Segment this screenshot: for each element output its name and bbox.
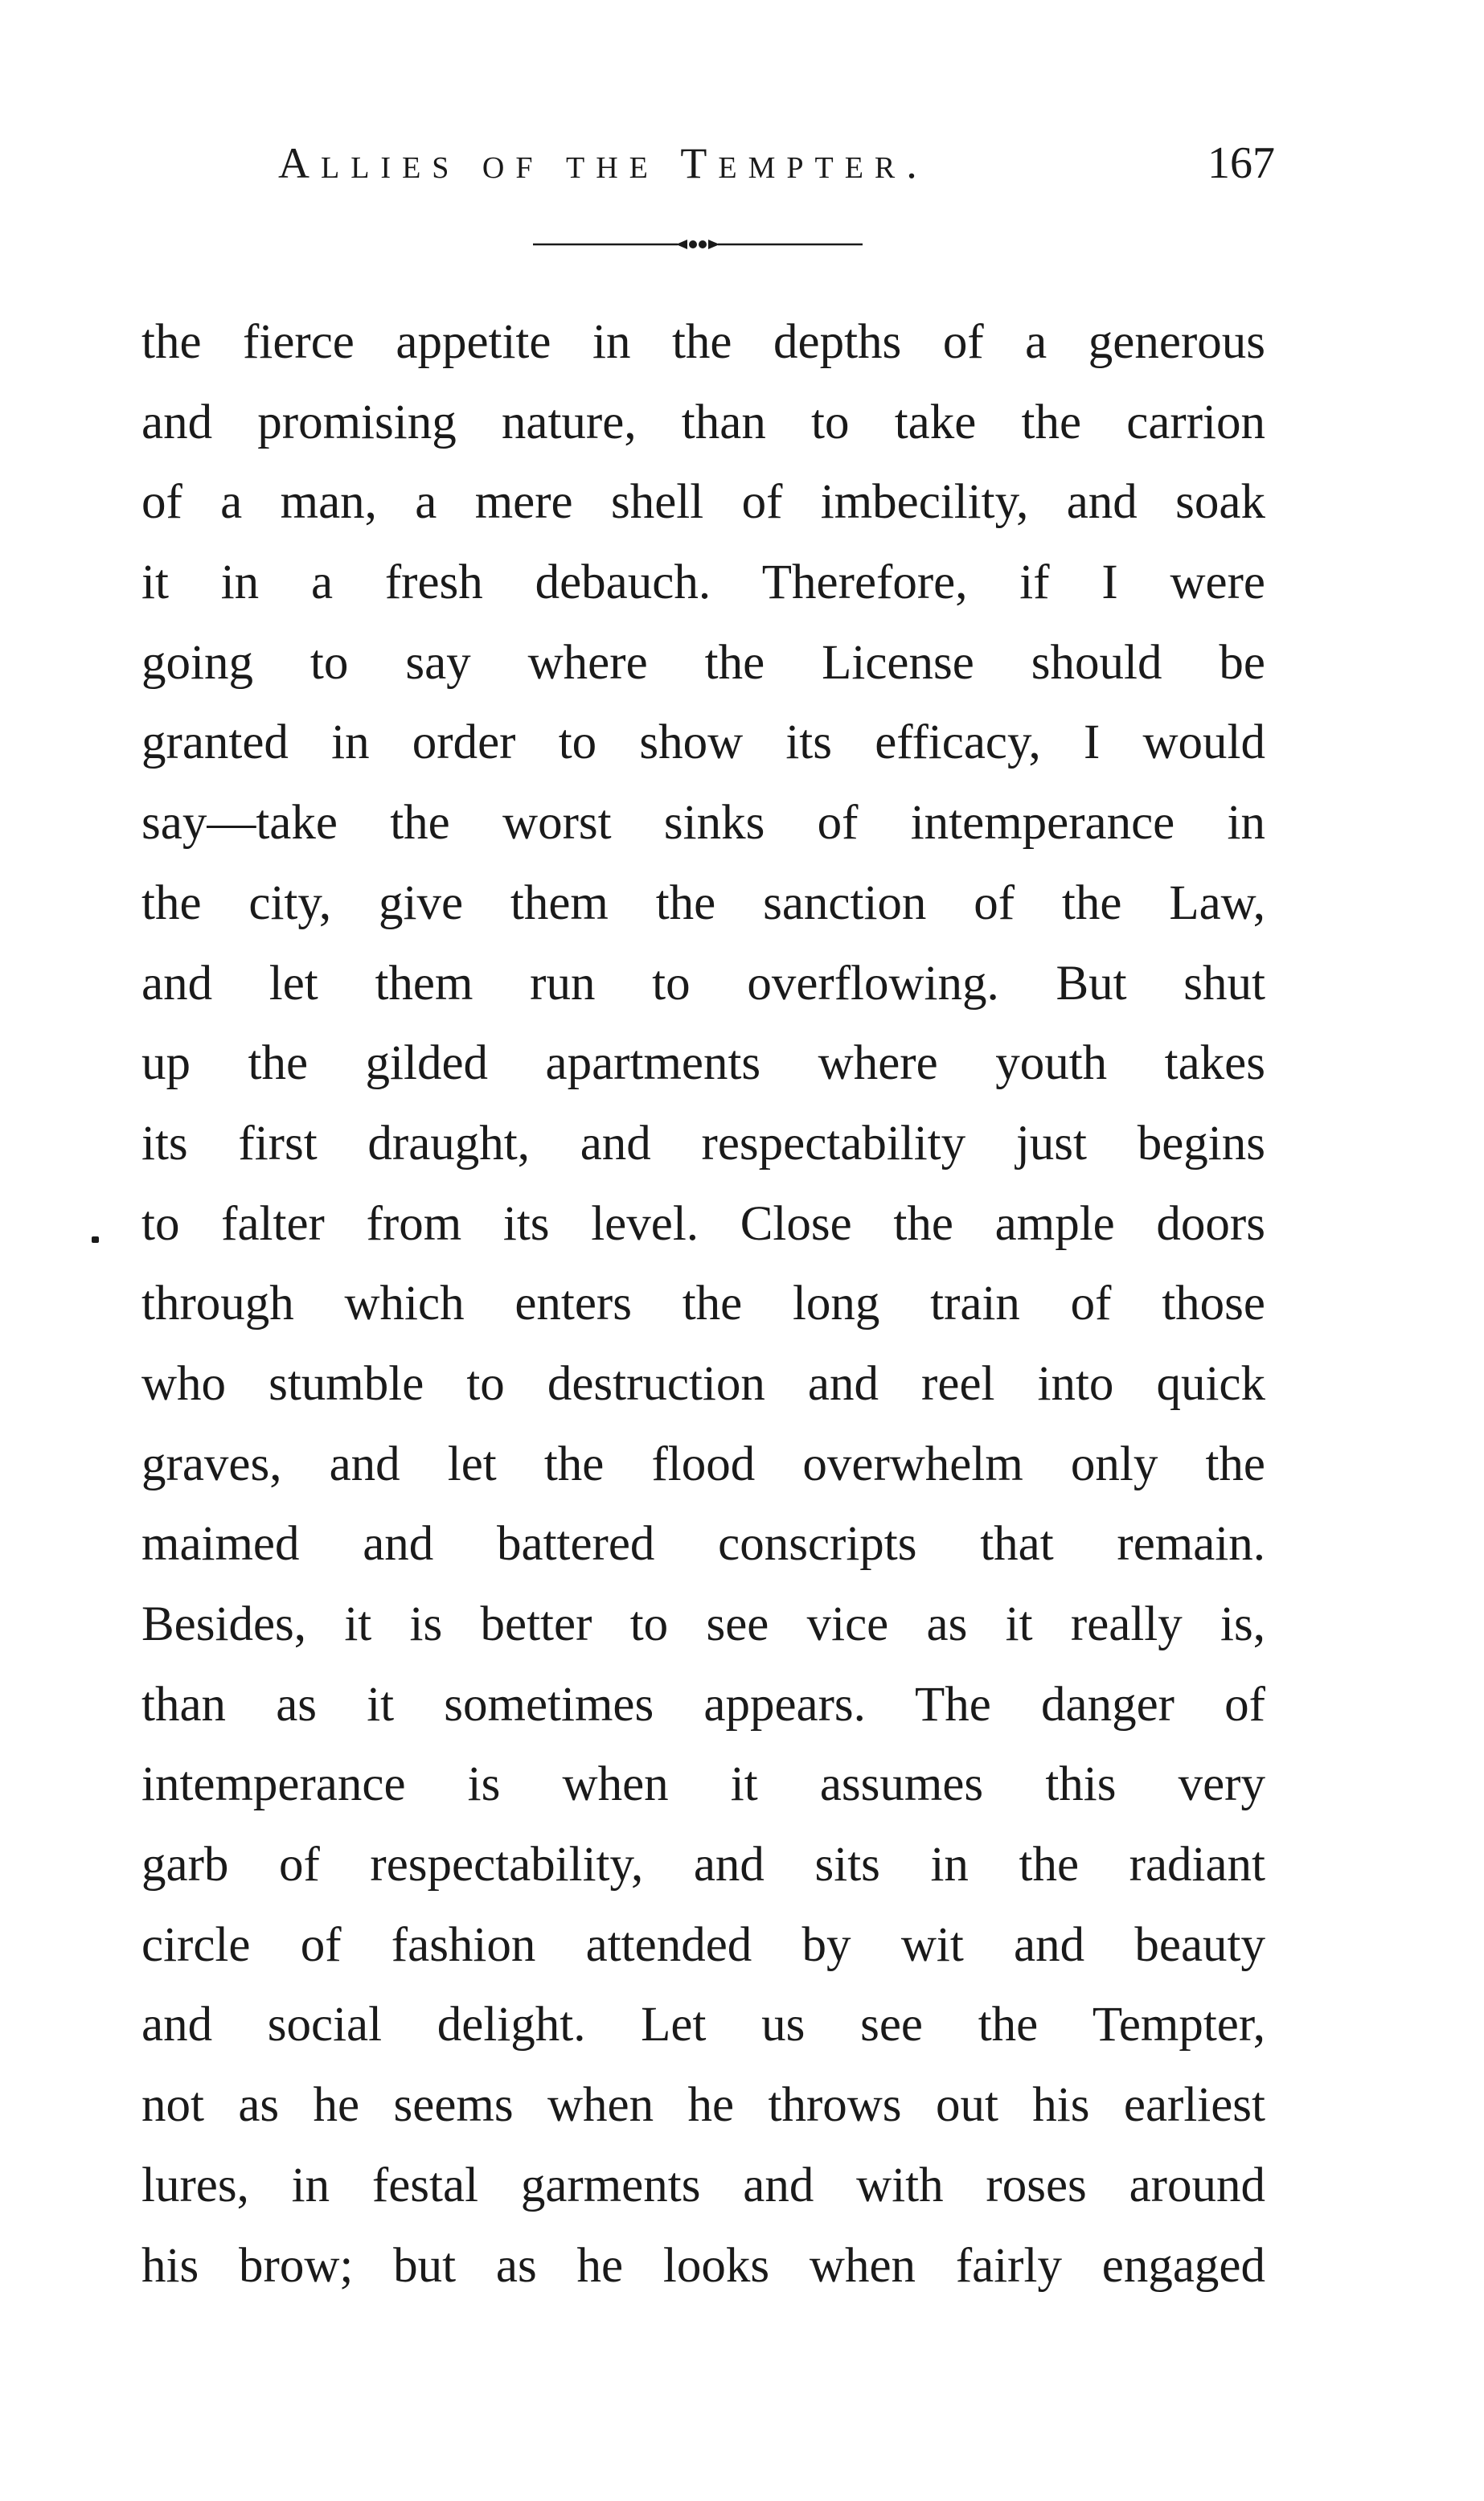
text-line: who stumble to destruction and reel into quick [141, 1356, 1265, 1411]
text-line: not as he seems when he throws out his earliest [141, 2078, 1265, 2133]
text-line: and promising nature, than to take the carrion [141, 395, 1265, 449]
running-title: Allies of the Tempter. [278, 139, 929, 187]
text-line: going to say where the License should be [141, 635, 1265, 690]
text-line: to falter from its level. Close the ample doors [141, 1196, 1265, 1251]
text-line: up the gilded apartments where youth takes [141, 1036, 1265, 1091]
text-line: his brow; but as he looks when fairly engaged [141, 2238, 1265, 2293]
header-ornament [533, 236, 863, 252]
text-line: garb of respectability, and sits in the radiant [141, 1838, 1265, 1892]
text-line: lures, in festal garments and with roses around [141, 2158, 1265, 2212]
text-line: say—take the worst sinks of intemperance in [141, 796, 1265, 851]
text-line: its first draught, and respectability just begins [141, 1116, 1265, 1171]
text-line: intemperance is when it assumes this very [141, 1757, 1265, 1812]
page-number: 167 [1207, 138, 1275, 188]
text-line: through which enters the long train of those [141, 1277, 1265, 1331]
text-line: of a man, a mere shell of imbecility, and soak [141, 475, 1265, 530]
text-line: than as it sometimes appears. The danger of [141, 1677, 1265, 1732]
text-line: and social delight. Let us see the Tempter, [141, 1998, 1265, 2052]
text-line: circle of fashion attended by wit and beauty [141, 1917, 1265, 1972]
text-line: the fierce appetite in the depths of a generous [141, 315, 1265, 369]
text-line: it in a fresh debauch. Therefore, if I were [141, 556, 1265, 610]
text-line: graves, and let the flood overwhelm only the [141, 1437, 1265, 1491]
text-line: the city, give them the sanction of the Law, [141, 875, 1265, 930]
margin-ink-mark [92, 1236, 99, 1243]
text-line: Besides, it is better to see vice as it really is, [141, 1597, 1265, 1651]
page-header [278, 135, 1275, 191]
text-line: and let them run to overflowing. But shut [141, 956, 1265, 1011]
body-text [141, 302, 1265, 2306]
text-line: granted in order to show its efficacy, I would [141, 715, 1265, 770]
text-line: maimed and battered conscripts that remain. [141, 1517, 1265, 1572]
